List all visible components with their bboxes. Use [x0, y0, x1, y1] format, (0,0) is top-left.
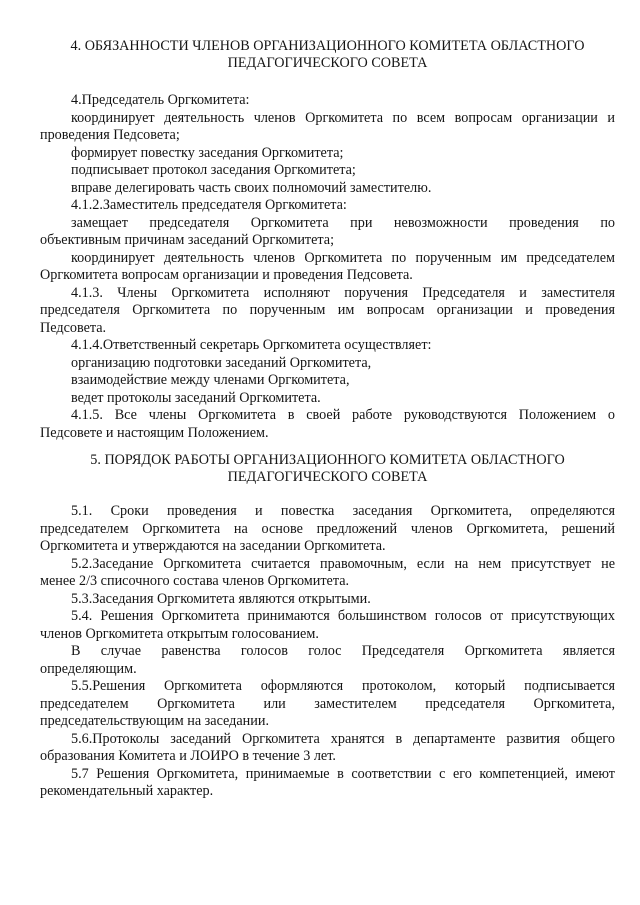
- section-4-heading: [40, 38, 615, 72]
- section-5-heading: [40, 452, 615, 486]
- paragraph-line: 5.6.Протоколы заседаний Оргкомитета хранятся в департаменте развития общего: [71, 731, 615, 747]
- paragraph-line: В случае равенства голосов голос Председателя Оргкомитета является: [71, 643, 615, 659]
- paragraph-line: организацию подготовки заседаний Оргкомитета,: [71, 355, 372, 371]
- paragraph-line: 5.7 Решения Оргкомитета, принимаемые в соответствии с его компетенцией, имеют: [71, 766, 615, 782]
- paragraph-line: объективным причинам заседаний Оргкомитета;: [40, 232, 335, 248]
- paragraph-line: 5.2.Заседание Оргкомитета считается правомочным, если на нем присутствует не: [71, 556, 615, 572]
- paragraph-line: взаимодействие между членами Оргкомитета,: [71, 372, 350, 388]
- paragraph-line: формирует повестку заседания Оргкомитета;: [71, 145, 344, 161]
- paragraph-line: координирует деятельность членов Оргкомитета по порученным им председателем: [71, 250, 615, 266]
- paragraph-line: определяющим.: [40, 661, 137, 677]
- paragraph-line: вправе делегировать часть своих полномочий заместителю.: [71, 180, 432, 196]
- paragraph-line: председательствующим на заседании.: [40, 713, 269, 729]
- paragraph-line: менее 2/3 списочного состава членов Оргкомитета.: [40, 573, 350, 589]
- paragraph-line: председателем Оргкомитета или заместителем председателя Оргкомитета,: [40, 696, 615, 712]
- paragraph-line: проведения Педсовета;: [40, 127, 180, 143]
- paragraph-line: 4.1.3. Члены Оргкомитета исполняют поручения Председателя и заместителя: [71, 285, 615, 301]
- paragraph-line: председателя Оргкомитета по порученным им вопросам организации и проведения: [40, 302, 615, 318]
- paragraph-line: 4.1.5. Все члены Оргкомитета в своей работе руководствуются Положением о: [71, 407, 615, 423]
- paragraph-line: Оргкомитета вопросам организации и проведения Педсовета.: [40, 267, 413, 283]
- paragraph-line: 5.3.Заседания Оргкомитета являются открытыми.: [71, 591, 371, 607]
- paragraph-line: замещает председателя Оргкомитета при невозможности проведения по: [71, 215, 615, 231]
- paragraph-line: рекомендательный характер.: [40, 783, 214, 799]
- paragraph-line: 5.4. Решения Оргкомитета принимаются большинством голосов от присутствующих: [71, 608, 615, 624]
- paragraph-line: членов Оргкомитета открытым голосованием.: [40, 626, 319, 642]
- paragraph-line: Оргкомитета и утверждаются на заседании Оргкомитета.: [40, 538, 386, 554]
- paragraph-line: Педсовете и настоящим Положением.: [40, 425, 269, 441]
- paragraph-line: 4.1.2.Заместитель председателя Оргкомитета:: [71, 197, 347, 213]
- section-4-heading-line-2: ПЕДАГОГИЧЕСКОГО СОВЕТА: [227, 55, 428, 71]
- paragraph-line: координирует деятельность членов Оргкомитета по всем вопросам организации и: [71, 110, 615, 126]
- paragraph-line: ведет протоколы заседаний Оргкомитета.: [71, 390, 321, 406]
- paragraph-line: председателем Оргкомитета на основе предложений членов Оргкомитета, решений: [40, 521, 615, 537]
- paragraph-line: 4.1.4.Ответственный секретарь Оргкомитета осуществляет:: [71, 337, 432, 353]
- paragraph-line: Педсовета.: [40, 320, 107, 336]
- section-5-heading-line-1: 5. ПОРЯДОК РАБОТЫ ОРГАНИЗАЦИОННОГО КОМИТЕТА ОБЛАСТНОГО: [90, 452, 565, 468]
- paragraph-line: 4.Председатель Оргкомитета:: [71, 92, 250, 108]
- section-4-heading-line-1: 4. ОБЯЗАННОСТИ ЧЛЕНОВ ОРГАНИЗАЦИОННОГО КОМИТЕТА ОБЛАСТНОГО: [70, 38, 585, 54]
- paragraph-line: подписывает протокол заседания Оргкомитета;: [71, 162, 356, 178]
- paragraph-line: 5.5.Решения Оргкомитета оформляются протоколом, который подписывается: [71, 678, 615, 694]
- paragraph-line: 5.1. Сроки проведения и повестка заседания Оргкомитета, определяются: [71, 503, 615, 519]
- section-5-heading-line-2: ПЕДАГОГИЧЕСКОГО СОВЕТА: [227, 469, 428, 485]
- paragraph-line: образования Комитета и ЛОИРО в течение 3 лет.: [40, 748, 336, 764]
